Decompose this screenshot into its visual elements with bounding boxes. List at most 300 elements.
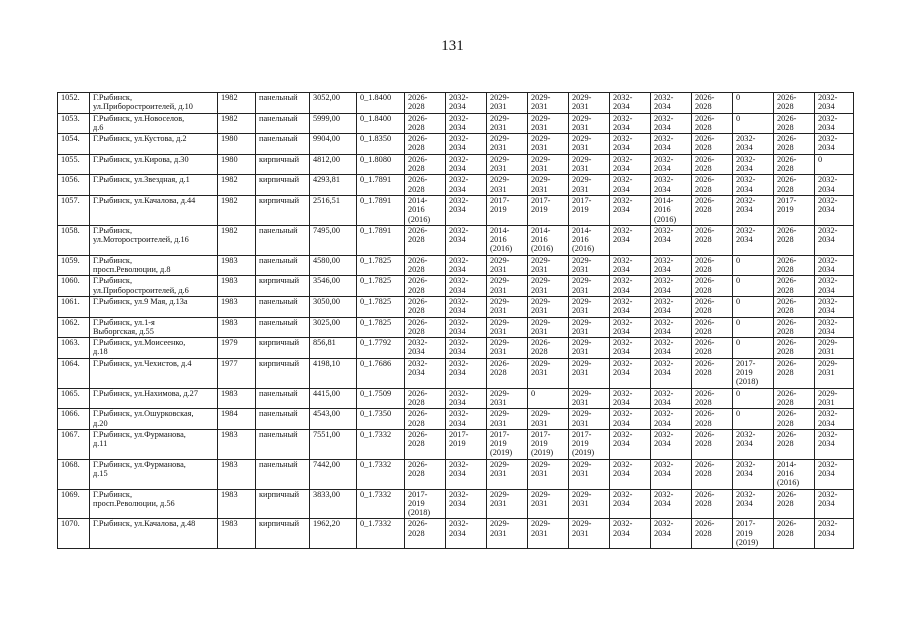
cell-priority-coefficient: 0_1.7825 [357, 317, 405, 338]
cell-repair-period-1: 2026- 2028 [405, 296, 446, 317]
cell-repair-period-10: 2026- 2028 [774, 358, 815, 388]
cell-repair-period-7: 2032- 2034 [651, 225, 692, 255]
cell-repair-period-9: 2032- 2034 [733, 195, 774, 225]
table-row [58, 459, 854, 489]
cell-build-year: 1983 [218, 519, 256, 549]
cell-address: Г.Рыбинск, ул.Новоселов, д.6 [90, 113, 218, 134]
cell-repair-period-6: 2032- 2034 [610, 519, 651, 549]
cell-address: Г.Рыбинск, просп.Революции, д.56 [90, 489, 218, 519]
cell-repair-period-10: 2026- 2028 [774, 519, 815, 549]
cell-repair-period-3: 2029- 2031 [487, 317, 528, 338]
cell-repair-period-2: 2032- 2034 [446, 409, 487, 430]
cell-repair-period-11: 2032- 2034 [815, 175, 854, 196]
cell-total-area: 4198,10 [310, 358, 357, 388]
cell-wall-material: панельный [256, 388, 310, 409]
cell-repair-period-4: 2029- 2031 [528, 154, 569, 175]
cell-total-area: 3050,00 [310, 296, 357, 317]
cell-wall-material: кирпичный [256, 195, 310, 225]
cell-total-area: 1962,20 [310, 519, 357, 549]
cell-repair-period-8: 2026- 2028 [692, 113, 733, 134]
cell-row-number: 1064. [58, 358, 90, 388]
cell-repair-period-7: 2032- 2034 [651, 358, 692, 388]
cell-address: Г.Рыбинск, ул.Моторостроителей, д.16 [90, 225, 218, 255]
cell-build-year: 1983 [218, 317, 256, 338]
cell-repair-period-1: 2026- 2028 [405, 409, 446, 430]
cell-wall-material: панельный [256, 296, 310, 317]
cell-total-area: 9904,00 [310, 134, 357, 155]
cell-repair-period-2: 2032- 2034 [446, 358, 487, 388]
cell-repair-period-10: 2026- 2028 [774, 255, 815, 276]
cell-repair-period-9: 0 [733, 296, 774, 317]
cell-repair-period-9: 2017- 2019 (2019) [733, 519, 774, 549]
cell-repair-period-8: 2026- 2028 [692, 317, 733, 338]
cell-build-year: 1983 [218, 489, 256, 519]
cell-repair-period-11: 2032- 2034 [815, 489, 854, 519]
cell-repair-period-4: 2029- 2031 [528, 358, 569, 388]
cell-repair-period-2: 2032- 2034 [446, 296, 487, 317]
cell-repair-period-4: 2029- 2031 [528, 296, 569, 317]
cell-priority-coefficient: 0_1.7350 [357, 409, 405, 430]
cell-repair-period-3: 2029- 2031 [487, 409, 528, 430]
cell-repair-period-3: 2029- 2031 [487, 93, 528, 114]
table-row [58, 134, 854, 155]
cell-row-number: 1055. [58, 154, 90, 175]
cell-repair-period-8: 2026- 2028 [692, 358, 733, 388]
cell-repair-period-7: 2032- 2034 [651, 338, 692, 359]
cell-repair-period-9: 2032- 2034 [733, 489, 774, 519]
cell-repair-period-3: 2029- 2031 [487, 388, 528, 409]
cell-repair-period-4: 2017- 2019 (2019) [528, 429, 569, 459]
cell-wall-material: панельный [256, 409, 310, 430]
cell-repair-period-11: 2032- 2034 [815, 225, 854, 255]
table-row [58, 175, 854, 196]
cell-total-area: 2516,51 [310, 195, 357, 225]
cell-repair-period-7: 2032- 2034 [651, 519, 692, 549]
cell-repair-period-8: 2026- 2028 [692, 409, 733, 430]
cell-repair-period-5: 2029- 2031 [569, 276, 610, 297]
cell-repair-period-6: 2032- 2034 [610, 93, 651, 114]
cell-build-year: 1982 [218, 175, 256, 196]
cell-total-area: 3025,00 [310, 317, 357, 338]
cell-wall-material: кирпичный [256, 519, 310, 549]
cell-repair-period-8: 2026- 2028 [692, 429, 733, 459]
cell-row-number: 1057. [58, 195, 90, 225]
cell-repair-period-6: 2032- 2034 [610, 296, 651, 317]
cell-total-area: 7551,00 [310, 429, 357, 459]
cell-repair-period-9: 2032- 2034 [733, 154, 774, 175]
cell-total-area: 5999,00 [310, 113, 357, 134]
cell-repair-period-8: 2026- 2028 [692, 225, 733, 255]
cell-wall-material: панельный [256, 225, 310, 255]
cell-repair-period-7: 2014- 2016 (2016) [651, 195, 692, 225]
cell-row-number: 1069. [58, 489, 90, 519]
page-number: 131 [441, 38, 464, 54]
cell-repair-period-11: 2032- 2034 [815, 409, 854, 430]
cell-repair-period-2: 2032- 2034 [446, 225, 487, 255]
cell-repair-period-3: 2029- 2031 [487, 276, 528, 297]
cell-repair-period-7: 2032- 2034 [651, 429, 692, 459]
cell-repair-period-1: 2026- 2028 [405, 134, 446, 155]
cell-repair-period-3: 2029- 2031 [487, 134, 528, 155]
cell-row-number: 1068. [58, 459, 90, 489]
cell-priority-coefficient: 0_1.7891 [357, 175, 405, 196]
cell-address: Г.Рыбинск, ул.Фурманова, д.15 [90, 459, 218, 489]
cell-repair-period-11: 2032- 2034 [815, 113, 854, 134]
cell-repair-period-6: 2032- 2034 [610, 429, 651, 459]
cell-repair-period-9: 2017- 2019 (2018) [733, 358, 774, 388]
cell-repair-period-8: 2026- 2028 [692, 388, 733, 409]
table-body [58, 93, 854, 549]
cell-priority-coefficient: 0_1.7891 [357, 195, 405, 225]
cell-build-year: 1984 [218, 409, 256, 430]
cell-address: Г.Рыбинск, ул.9 Мая, д.13а [90, 296, 218, 317]
cell-repair-period-5: 2029- 2031 [569, 459, 610, 489]
cell-repair-period-7: 2032- 2034 [651, 409, 692, 430]
cell-total-area: 4543,00 [310, 409, 357, 430]
cell-repair-period-1: 2026- 2028 [405, 93, 446, 114]
cell-priority-coefficient: 0_1.7825 [357, 296, 405, 317]
cell-repair-period-7: 2032- 2034 [651, 388, 692, 409]
cell-wall-material: кирпичный [256, 489, 310, 519]
cell-repair-period-3: 2029- 2031 [487, 255, 528, 276]
table-row [58, 317, 854, 338]
cell-repair-period-9: 0 [733, 93, 774, 114]
cell-wall-material: кирпичный [256, 338, 310, 359]
cell-priority-coefficient: 0_1.7686 [357, 358, 405, 388]
cell-repair-period-9: 2032- 2034 [733, 134, 774, 155]
cell-wall-material: панельный [256, 429, 310, 459]
cell-wall-material: панельный [256, 93, 310, 114]
cell-row-number: 1053. [58, 113, 90, 134]
cell-repair-period-9: 0 [733, 409, 774, 430]
cell-repair-period-6: 2032- 2034 [610, 489, 651, 519]
cell-wall-material: панельный [256, 255, 310, 276]
cell-repair-period-4: 2014- 2016 (2016) [528, 225, 569, 255]
cell-repair-period-1: 2026- 2028 [405, 388, 446, 409]
cell-repair-period-4: 2029- 2031 [528, 255, 569, 276]
cell-total-area: 856,81 [310, 338, 357, 359]
cell-repair-period-6: 2032- 2034 [610, 409, 651, 430]
cell-repair-period-4: 2029- 2031 [528, 519, 569, 549]
cell-row-number: 1062. [58, 317, 90, 338]
cell-row-number: 1059. [58, 255, 90, 276]
cell-wall-material: кирпичный [256, 276, 310, 297]
cell-repair-period-2: 2032- 2034 [446, 175, 487, 196]
cell-repair-period-7: 2032- 2034 [651, 175, 692, 196]
cell-repair-period-7: 2032- 2034 [651, 93, 692, 114]
cell-repair-period-5: 2029- 2031 [569, 338, 610, 359]
cell-repair-period-10: 2026- 2028 [774, 134, 815, 155]
cell-repair-period-2: 2017- 2019 [446, 429, 487, 459]
cell-priority-coefficient: 0_1.7792 [357, 338, 405, 359]
cell-repair-period-8: 2026- 2028 [692, 276, 733, 297]
cell-repair-period-6: 2032- 2034 [610, 175, 651, 196]
cell-repair-period-3: 2029- 2031 [487, 489, 528, 519]
cell-repair-period-3: 2029- 2031 [487, 519, 528, 549]
cell-build-year: 1983 [218, 296, 256, 317]
cell-address: Г.Рыбинск, ул.Качалова, д.48 [90, 519, 218, 549]
cell-repair-period-11: 0 [815, 154, 854, 175]
cell-total-area: 7442,00 [310, 459, 357, 489]
cell-repair-period-11: 2029- 2031 [815, 358, 854, 388]
cell-repair-period-9: 2032- 2034 [733, 429, 774, 459]
cell-repair-period-5: 2029- 2031 [569, 175, 610, 196]
cell-repair-period-8: 2026- 2028 [692, 255, 733, 276]
cell-repair-period-11: 2032- 2034 [815, 255, 854, 276]
cell-repair-period-11: 2032- 2034 [815, 459, 854, 489]
cell-wall-material: панельный [256, 113, 310, 134]
cell-repair-period-10: 2026- 2028 [774, 276, 815, 297]
cell-priority-coefficient: 0_1.8350 [357, 134, 405, 155]
table-row [58, 519, 854, 549]
cell-row-number: 1058. [58, 225, 90, 255]
cell-repair-period-9: 0 [733, 338, 774, 359]
cell-repair-period-4: 2017- 2019 [528, 195, 569, 225]
cell-row-number: 1056. [58, 175, 90, 196]
cell-repair-period-4: 2029- 2031 [528, 175, 569, 196]
cell-repair-period-5: 2017- 2019 (2019) [569, 429, 610, 459]
cell-repair-period-6: 2032- 2034 [610, 255, 651, 276]
cell-total-area: 7495,00 [310, 225, 357, 255]
cell-row-number: 1063. [58, 338, 90, 359]
cell-address: Г.Рыбинск, ул.Моисеенко, д.18 [90, 338, 218, 359]
cell-repair-period-5: 2014- 2016 (2016) [569, 225, 610, 255]
cell-repair-period-1: 2026- 2028 [405, 175, 446, 196]
cell-repair-period-5: 2017- 2019 [569, 195, 610, 225]
cell-repair-period-1: 2014- 2016 (2016) [405, 195, 446, 225]
table-row [58, 93, 854, 114]
cell-build-year: 1983 [218, 388, 256, 409]
cell-repair-period-6: 2032- 2034 [610, 225, 651, 255]
cell-repair-period-5: 2029- 2031 [569, 489, 610, 519]
cell-repair-period-3: 2029- 2031 [487, 459, 528, 489]
cell-row-number: 1060. [58, 276, 90, 297]
cell-repair-period-10: 2026- 2028 [774, 409, 815, 430]
table-row [58, 388, 854, 409]
cell-repair-period-1: 2017- 2019 (2018) [405, 489, 446, 519]
cell-repair-period-7: 2032- 2034 [651, 134, 692, 155]
table-row [58, 154, 854, 175]
cell-repair-period-4: 2029- 2031 [528, 409, 569, 430]
cell-row-number: 1061. [58, 296, 90, 317]
cell-repair-period-6: 2032- 2034 [610, 317, 651, 338]
cell-repair-period-9: 2032- 2034 [733, 459, 774, 489]
cell-address: Г.Рыбинск, ул.Звездная, д.1 [90, 175, 218, 196]
cell-repair-period-10: 2017- 2019 [774, 195, 815, 225]
cell-repair-period-11: 2032- 2034 [815, 296, 854, 317]
cell-repair-period-7: 2032- 2034 [651, 317, 692, 338]
cell-build-year: 1982 [218, 93, 256, 114]
cell-priority-coefficient: 0_1.7825 [357, 276, 405, 297]
cell-address: Г.Рыбинск, ул.Кустова, д.2 [90, 134, 218, 155]
cell-row-number: 1052. [58, 93, 90, 114]
cell-repair-period-10: 2026- 2028 [774, 429, 815, 459]
cell-build-year: 1979 [218, 338, 256, 359]
cell-build-year: 1982 [218, 113, 256, 134]
cell-repair-period-1: 2032- 2034 [405, 358, 446, 388]
cell-repair-period-11: 2032- 2034 [815, 195, 854, 225]
cell-repair-period-7: 2032- 2034 [651, 489, 692, 519]
cell-repair-period-5: 2029- 2031 [569, 409, 610, 430]
cell-repair-period-3: 2017- 2019 (2019) [487, 429, 528, 459]
cell-repair-period-8: 2026- 2028 [692, 338, 733, 359]
cell-repair-period-4: 0 [528, 388, 569, 409]
cell-row-number: 1066. [58, 409, 90, 430]
cell-repair-period-10: 2026- 2028 [774, 296, 815, 317]
cell-repair-period-2: 2032- 2034 [446, 113, 487, 134]
cell-address: Г.Рыбинск, ул.Кирова, д.30 [90, 154, 218, 175]
cell-priority-coefficient: 0_1.8080 [357, 154, 405, 175]
cell-repair-period-2: 2032- 2034 [446, 93, 487, 114]
cell-repair-period-6: 2032- 2034 [610, 113, 651, 134]
cell-repair-period-1: 2026- 2028 [405, 225, 446, 255]
cell-priority-coefficient: 0_1.8400 [357, 93, 405, 114]
cell-repair-period-8: 2026- 2028 [692, 296, 733, 317]
cell-priority-coefficient: 0_1.7509 [357, 388, 405, 409]
cell-build-year: 1983 [218, 429, 256, 459]
cell-repair-period-1: 2032- 2034 [405, 338, 446, 359]
cell-repair-period-10: 2026- 2028 [774, 225, 815, 255]
cell-wall-material: панельный [256, 317, 310, 338]
cell-row-number: 1067. [58, 429, 90, 459]
cell-repair-period-7: 2032- 2034 [651, 276, 692, 297]
cell-repair-period-5: 2029- 2031 [569, 113, 610, 134]
cell-build-year: 1977 [218, 358, 256, 388]
cell-repair-period-9: 0 [733, 276, 774, 297]
cell-row-number: 1065. [58, 388, 90, 409]
cell-repair-period-1: 2026- 2028 [405, 113, 446, 134]
cell-build-year: 1983 [218, 255, 256, 276]
cell-repair-period-2: 2032- 2034 [446, 519, 487, 549]
cell-repair-period-5: 2029- 2031 [569, 388, 610, 409]
cell-priority-coefficient: 0_1.7332 [357, 429, 405, 459]
cell-repair-period-11: 2029- 2031 [815, 388, 854, 409]
cell-priority-coefficient: 0_1.7825 [357, 255, 405, 276]
cell-repair-period-3: 2014- 2016 (2016) [487, 225, 528, 255]
cell-repair-period-2: 2032- 2034 [446, 276, 487, 297]
cell-repair-period-5: 2029- 2031 [569, 317, 610, 338]
cell-repair-period-5: 2029- 2031 [569, 296, 610, 317]
cell-address: Г.Рыбинск, ул.Нахимова, д.27 [90, 388, 218, 409]
cell-repair-period-4: 2026- 2028 [528, 338, 569, 359]
cell-repair-period-5: 2029- 2031 [569, 255, 610, 276]
cell-total-area: 4812,00 [310, 154, 357, 175]
cell-build-year: 1980 [218, 154, 256, 175]
cell-build-year: 1982 [218, 195, 256, 225]
cell-repair-period-6: 2032- 2034 [610, 134, 651, 155]
cell-repair-period-3: 2029- 2031 [487, 113, 528, 134]
cell-repair-period-4: 2029- 2031 [528, 489, 569, 519]
cell-repair-period-6: 2032- 2034 [610, 276, 651, 297]
cell-repair-period-6: 2032- 2034 [610, 195, 651, 225]
cell-repair-period-9: 2032- 2034 [733, 225, 774, 255]
cell-repair-period-11: 2032- 2034 [815, 429, 854, 459]
cell-repair-period-10: 2026- 2028 [774, 113, 815, 134]
cell-repair-period-6: 2032- 2034 [610, 338, 651, 359]
cell-priority-coefficient: 0_1.7332 [357, 459, 405, 489]
cell-repair-period-9: 0 [733, 388, 774, 409]
cell-repair-period-11: 2032- 2034 [815, 93, 854, 114]
cell-repair-period-10: 2026- 2028 [774, 489, 815, 519]
cell-address: Г.Рыбинск, ул.Качалова, д.44 [90, 195, 218, 225]
cell-address: Г.Рыбинск, ул.Ошурковская, д.20 [90, 409, 218, 430]
cell-repair-period-11: 2032- 2034 [815, 276, 854, 297]
cell-wall-material: кирпичный [256, 175, 310, 196]
cell-repair-period-10: 2026- 2028 [774, 338, 815, 359]
cell-repair-period-3: 2029- 2031 [487, 175, 528, 196]
cell-total-area: 4415,00 [310, 388, 357, 409]
cell-repair-period-1: 2026- 2028 [405, 429, 446, 459]
cell-repair-period-8: 2026- 2028 [692, 154, 733, 175]
cell-address: Г.Рыбинск, ул.Чехистов, д.4 [90, 358, 218, 388]
cell-repair-period-3: 2029- 2031 [487, 154, 528, 175]
cell-repair-period-7: 2032- 2034 [651, 154, 692, 175]
table-row [58, 338, 854, 359]
cell-build-year: 1983 [218, 459, 256, 489]
cell-row-number: 1054. [58, 134, 90, 155]
cell-repair-period-7: 2032- 2034 [651, 255, 692, 276]
cell-repair-period-10: 2026- 2028 [774, 317, 815, 338]
cell-repair-period-8: 2026- 2028 [692, 93, 733, 114]
cell-repair-period-6: 2032- 2034 [610, 388, 651, 409]
cell-repair-period-5: 2029- 2031 [569, 93, 610, 114]
cell-repair-period-11: 2032- 2034 [815, 519, 854, 549]
table-row [58, 489, 854, 519]
cell-address: Г.Рыбинск, ул.Приборостроителей, д.6 [90, 276, 218, 297]
cell-repair-period-2: 2032- 2034 [446, 338, 487, 359]
cell-wall-material: панельный [256, 459, 310, 489]
cell-repair-period-10: 2026- 2028 [774, 388, 815, 409]
cell-priority-coefficient: 0_1.8400 [357, 113, 405, 134]
cell-address: Г.Рыбинск, ул.Приборостроителей, д.10 [90, 93, 218, 114]
cell-repair-period-9: 0 [733, 113, 774, 134]
cell-repair-period-9: 0 [733, 317, 774, 338]
cell-address: Г.Рыбинск, ул.Фурманова, д.11 [90, 429, 218, 459]
cell-row-number: 1070. [58, 519, 90, 549]
table-row [58, 225, 854, 255]
cell-address: Г.Рыбинск, просп.Революции, д.8 [90, 255, 218, 276]
cell-repair-period-8: 2026- 2028 [692, 519, 733, 549]
cell-total-area: 4293,81 [310, 175, 357, 196]
cell-build-year: 1980 [218, 134, 256, 155]
cell-repair-period-4: 2029- 2031 [528, 93, 569, 114]
cell-priority-coefficient: 0_1.7332 [357, 489, 405, 519]
cell-repair-period-6: 2032- 2034 [610, 154, 651, 175]
cell-repair-period-3: 2029- 2031 [487, 296, 528, 317]
cell-build-year: 1982 [218, 225, 256, 255]
cell-total-area: 3833,00 [310, 489, 357, 519]
cell-repair-period-2: 2032- 2034 [446, 459, 487, 489]
cell-repair-period-10: 2026- 2028 [774, 175, 815, 196]
cell-repair-period-2: 2032- 2034 [446, 489, 487, 519]
cell-wall-material: кирпичный [256, 154, 310, 175]
cell-repair-period-5: 2029- 2031 [569, 134, 610, 155]
cell-build-year: 1983 [218, 276, 256, 297]
cell-repair-period-10: 2014- 2016 (2016) [774, 459, 815, 489]
cell-repair-period-1: 2026- 2028 [405, 276, 446, 297]
cell-repair-period-7: 2032- 2034 [651, 296, 692, 317]
cell-wall-material: панельный [256, 134, 310, 155]
table-row [58, 113, 854, 134]
cell-repair-period-8: 2026- 2028 [692, 195, 733, 225]
table-row [58, 255, 854, 276]
cell-repair-period-3: 2017- 2019 [487, 195, 528, 225]
cell-repair-period-5: 2029- 2031 [569, 519, 610, 549]
table-row [58, 358, 854, 388]
cell-repair-period-4: 2029- 2031 [528, 134, 569, 155]
cell-repair-period-2: 2032- 2034 [446, 134, 487, 155]
cell-repair-period-2: 2032- 2034 [446, 255, 487, 276]
